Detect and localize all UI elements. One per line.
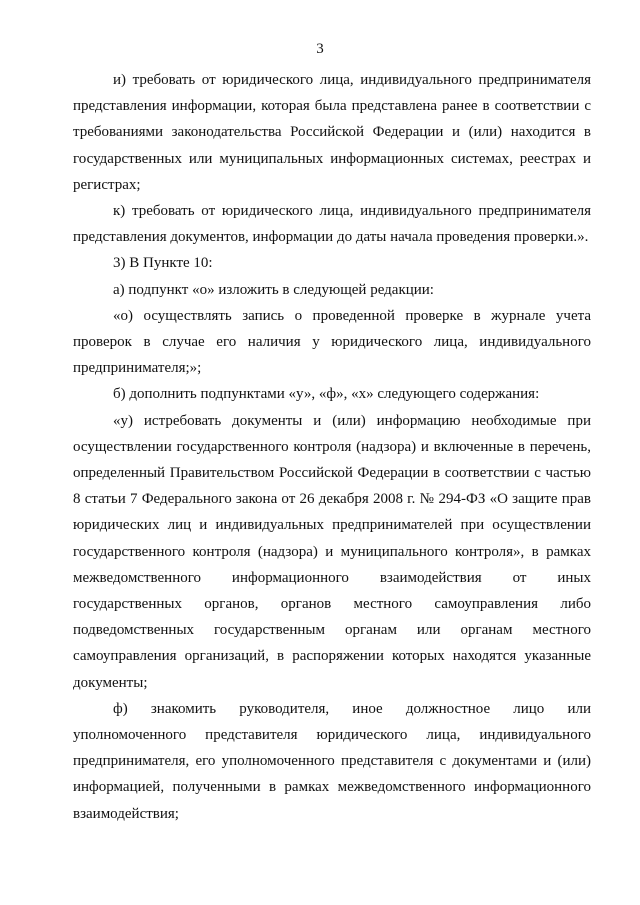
paragraph-clause-3: 3) В Пункте 10: — [113, 255, 213, 272]
paragraph-item-o: «о) осуществлять запись о проведенной проверке в журнале учета проверок в случае его наличия у юридического лица, индивидуального предпринимателя;»; — [73, 307, 591, 377]
paragraph-item-i: и) требовать от юридического лица, индивидуального предпринимателя представления информации, которая была представлена ранее в соответствии с требованиями законодательства Российской Федерации и (или) находится в государственных или муниципальных информационных системах, реестрах и регистрах; — [73, 72, 591, 193]
paragraph-subclause-a: а) подпункт «о» изложить в следующей редакции: — [113, 281, 434, 298]
paragraph-item-k: к) требовать от юридического лица, индивидуального предпринимателя представления документов, информации до даты начала проведения проверки.». — [73, 203, 591, 246]
page-number: 3 — [316, 41, 324, 57]
paragraph-item-f: ф) знакомить руководителя, иное должностное лицо или уполномоченного представителя юридического лица, индивидуального предпринимателя, его уполномоченного представителя с документами и (или) информацией, полученными в рамках межведомственного информационного взаимодействия; — [73, 700, 591, 822]
paragraph-item-u: «у) истребовать документы и (или) информацию необходимые при осуществлении государственного контроля (надзора) и включенные в перечень, определенный Правительством Российской Федерации в соответствии с частью 8 статьи 7 Федерального закона от 26 декабря 2008 г. № 294-ФЗ «О защите прав юридических лиц и индивидуальных предпринимателей при осуществлении государственного контроля (надзора) и муниципального контроля», в рамках межведомственного информационного взаимодействия от иных государственных органов, органов местного самоуправления либо подведомственных государственным органам или органам местного самоуправления организаций, в распоряжении которых находятся указанные документы; — [73, 412, 591, 691]
paragraph-subclause-b: б) дополнить подпунктами «у», «ф», «х» следующего содержания: — [113, 386, 540, 403]
document-body — [73, 67, 591, 827]
